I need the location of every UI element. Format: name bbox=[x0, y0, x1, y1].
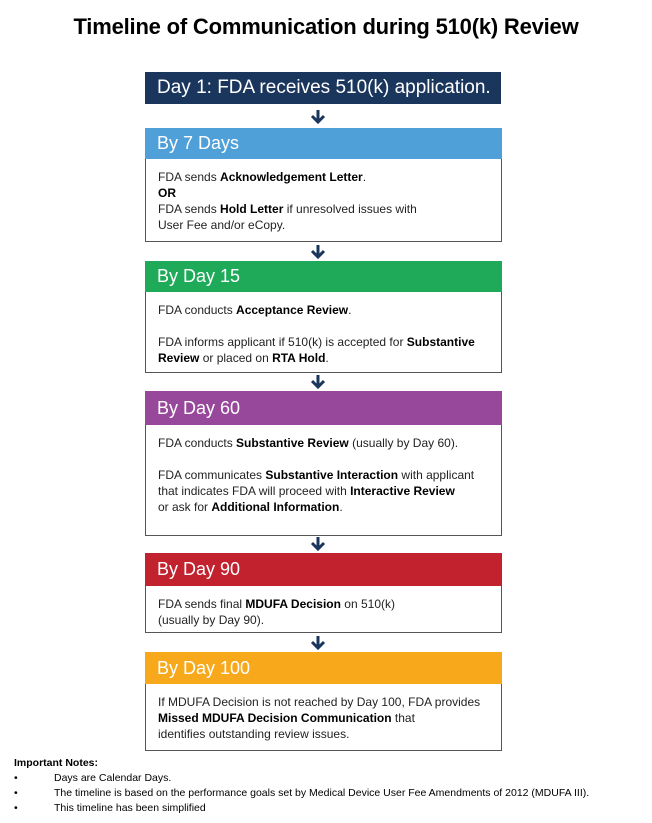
bullet-icon: • bbox=[14, 787, 18, 799]
bullet-icon: • bbox=[14, 802, 18, 814]
diagram-title: Timeline of Communication during 510(k) Review bbox=[73, 14, 579, 39]
bullet-icon: • bbox=[14, 772, 18, 784]
stage-day-100 bbox=[145, 652, 502, 751]
stage-heading: By Day 100 bbox=[145, 652, 502, 684]
arrow-down-icon bbox=[310, 245, 326, 259]
stage-text: FDA communicates Substantive Interaction with applicant that indicates FDA will proceed with Interactive Review or ask for Additional Information. bbox=[158, 468, 475, 514]
note-item: • The timeline is based on the performance goals set by Medical Device User Fee Amendments of 2012 (MDUFA III). bbox=[14, 787, 590, 799]
stage-text: FDA conducts Substantive Review (usually by Day 60). bbox=[158, 436, 459, 450]
stage-text: FDA sends final MDUFA Decision on 510(k) bbox=[158, 597, 395, 611]
stage-body bbox=[145, 684, 502, 751]
stage-heading: By 7 Days bbox=[145, 128, 502, 159]
note-item: • This timeline has been simplified bbox=[14, 802, 206, 814]
stage-text: FDA sends Acknowledgement Letter. bbox=[158, 170, 367, 184]
stage-text: FDA sends Hold Letter if unresolved issues with bbox=[158, 202, 417, 216]
stage-heading: By Day 15 bbox=[145, 261, 502, 292]
stage-body bbox=[145, 586, 502, 633]
stage-day-60 bbox=[145, 391, 502, 536]
stage-text: identifies outstanding review issues. bbox=[158, 727, 350, 741]
stage-heading: By Day 90 bbox=[145, 553, 502, 586]
stage-heading: By Day 60 bbox=[145, 391, 502, 425]
stage-7-days bbox=[145, 128, 502, 242]
arrow-down-icon bbox=[310, 636, 326, 650]
stage-text: (usually by Day 90). bbox=[158, 613, 265, 627]
important-notes bbox=[14, 756, 644, 816]
stage-body bbox=[145, 159, 502, 242]
stage-text: User Fee and/or eCopy. bbox=[158, 218, 286, 232]
stage-text: FDA conducts Acceptance Review. bbox=[158, 303, 352, 317]
note-item: • Days are Calendar Days. bbox=[14, 772, 172, 784]
arrow-down-icon bbox=[310, 375, 326, 389]
stage-body bbox=[145, 292, 502, 373]
arrow-down-icon bbox=[310, 537, 326, 551]
day1-box: Day 1: FDA receives 510(k) application. bbox=[145, 72, 501, 104]
stage-text: OR bbox=[158, 186, 176, 200]
stage-day-15 bbox=[145, 261, 502, 373]
arrow-down-icon bbox=[310, 110, 326, 124]
stage-day-90 bbox=[145, 553, 502, 633]
stage-text: FDA informs applicant if 510(k) is accepted for Substantive Review or placed on RTA Hold. bbox=[158, 335, 475, 365]
stage-text: If MDUFA Decision is not reached by Day 100, FDA provides bbox=[158, 695, 481, 709]
notes-title: Important Notes: bbox=[14, 757, 98, 769]
stage-body bbox=[145, 425, 502, 536]
stage-text: Missed MDUFA Decision Communication that bbox=[158, 711, 415, 725]
